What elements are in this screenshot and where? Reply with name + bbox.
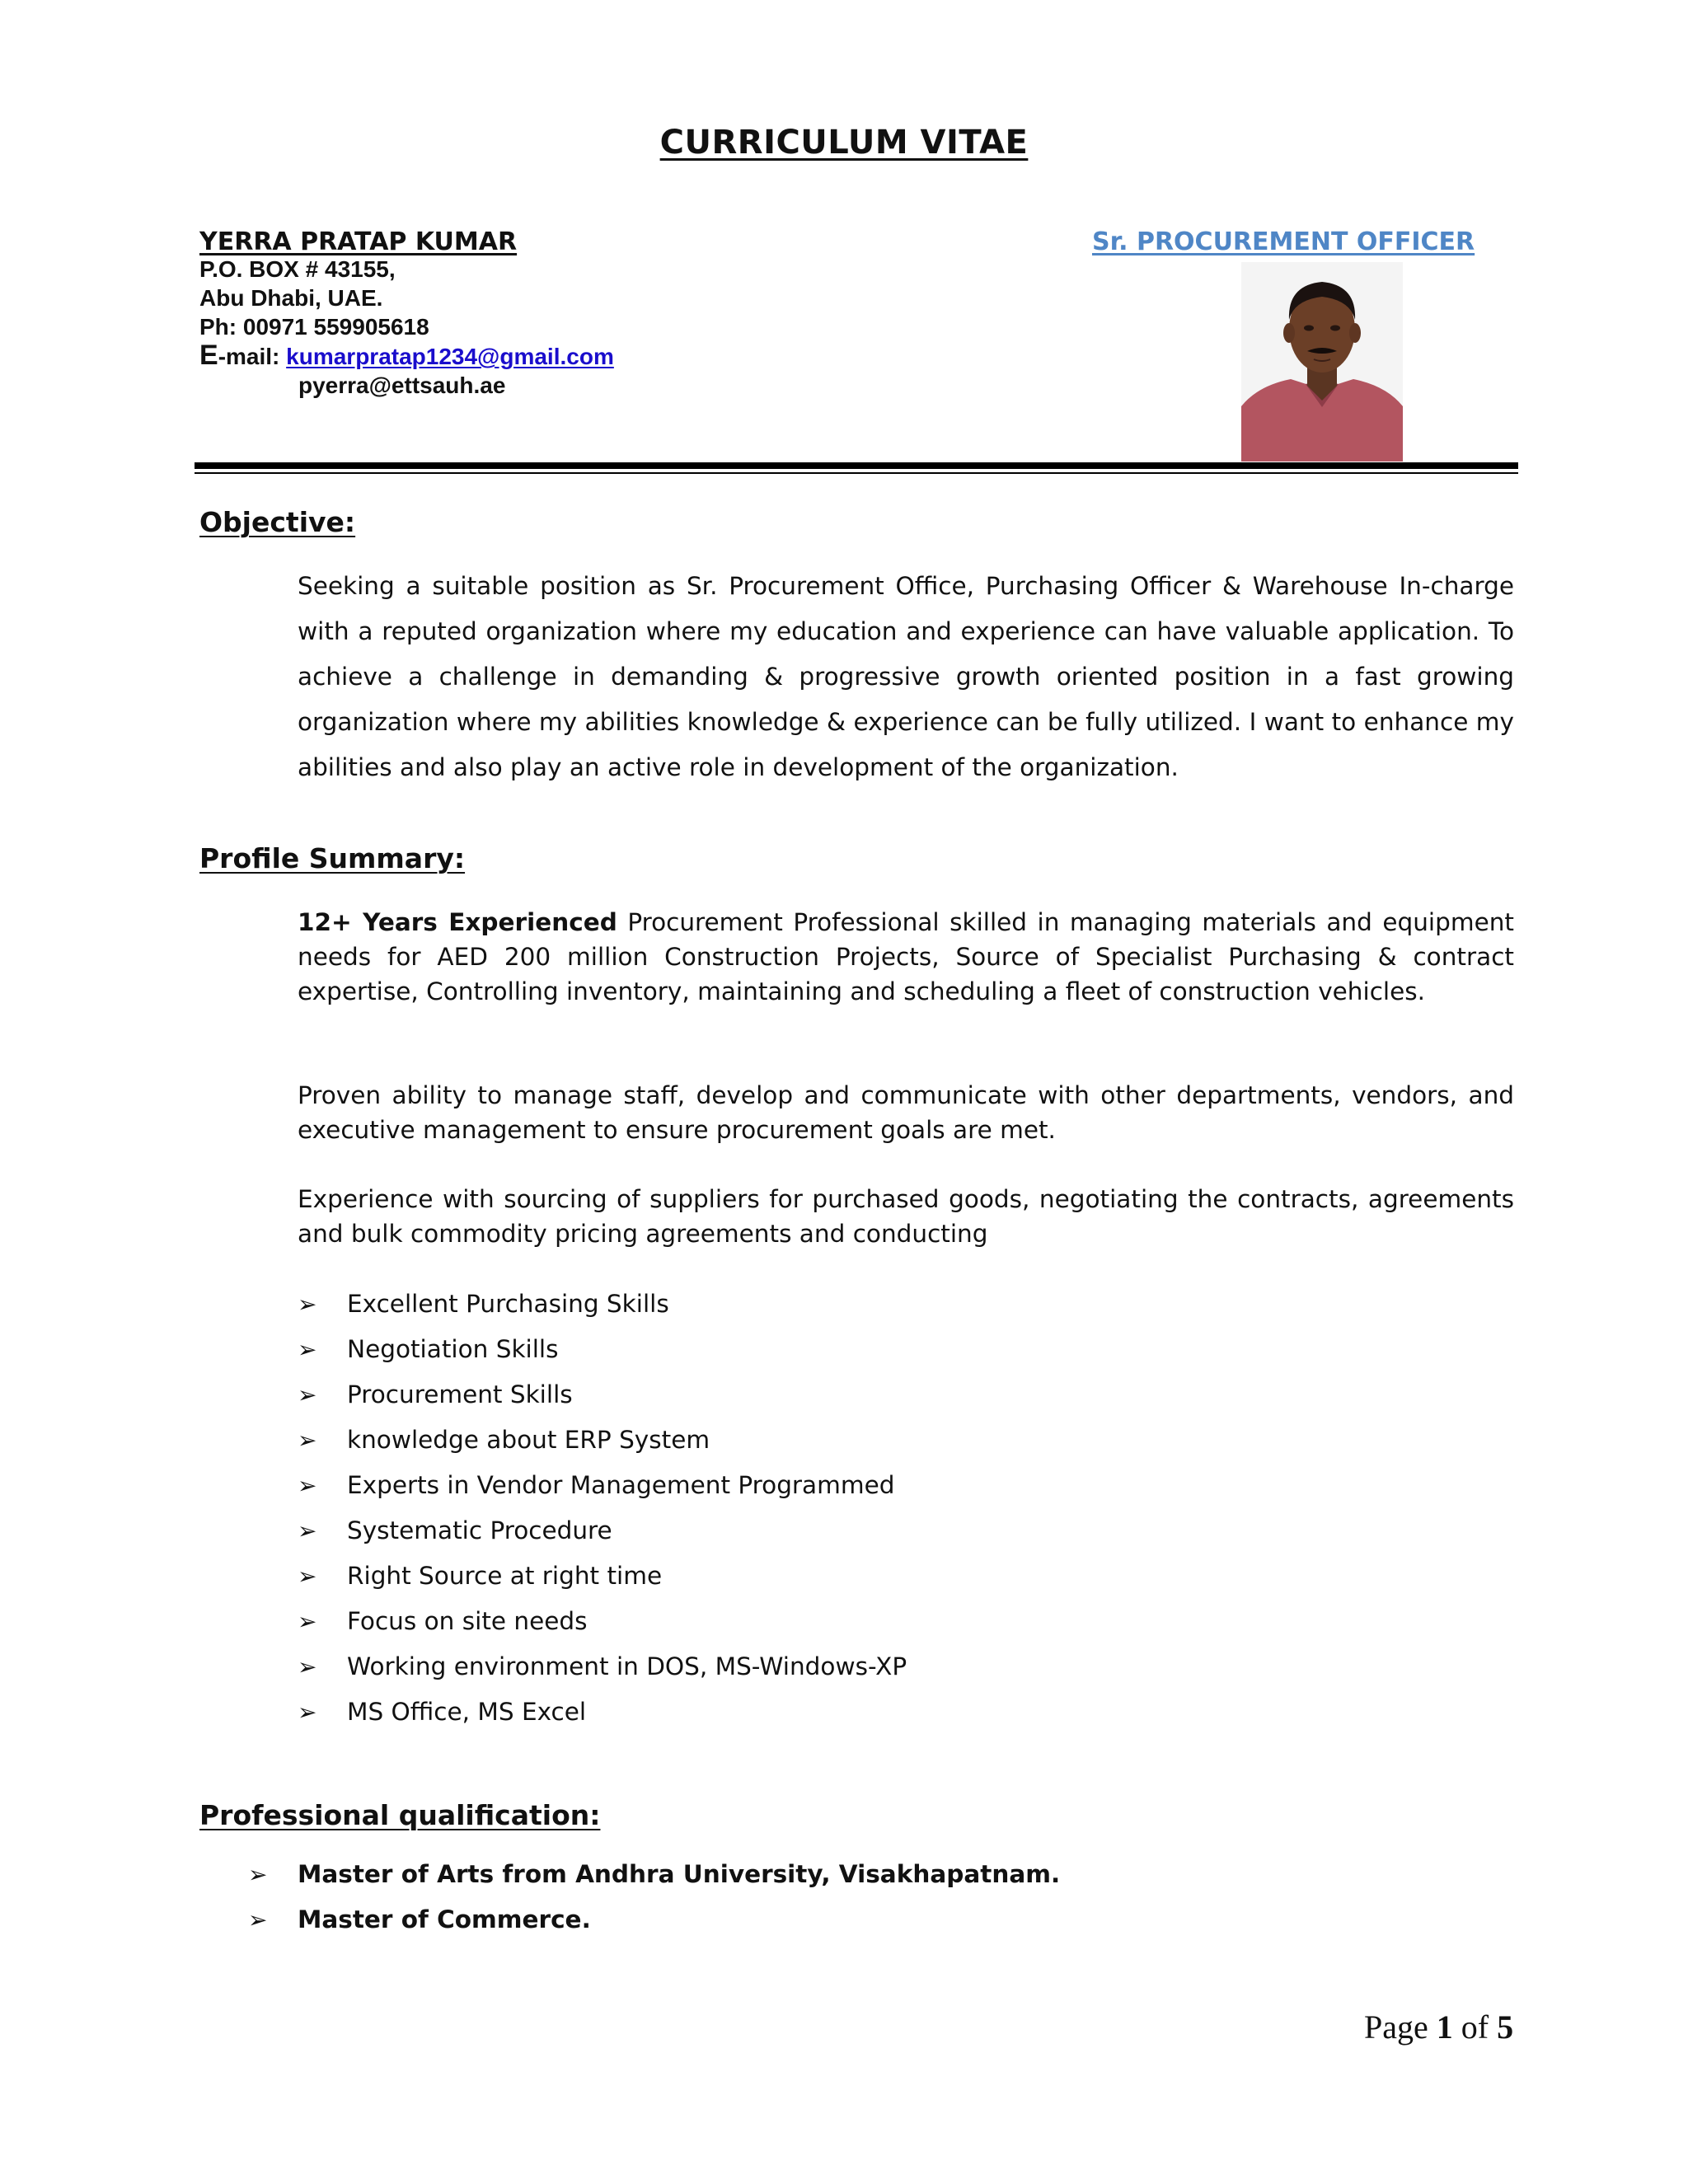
experience-highlight: 12+ Years Experienced <box>298 908 617 936</box>
document-title: CURRICULUM VITAE <box>659 124 1029 162</box>
bullet-arrow-icon: ➢ <box>298 1291 317 1318</box>
address-line-2: Abu Dhabi, UAE. <box>199 285 383 311</box>
bullet-arrow-icon: ➢ <box>298 1563 317 1590</box>
paragraph-1-text: Procurement Professional skilled in managing materials and equipment needs for AED 200 million Construction Projects, Source of Specialist Purchasing & contract expertise, Controlling inventory, maintaining and scheduling a fleet of construction vehicles. <box>298 908 1514 1005</box>
bullet-arrow-icon: ➢ <box>298 1699 317 1726</box>
profile-summary-paragraph-3: Experience with sourcing of suppliers for purchased goods, negotiating the contracts, agreements and bulk commodity pricing agreements and conducting <box>298 1185 1514 1248</box>
skill-label: Working environment in DOS, MS-Windows-XP <box>347 1652 907 1680</box>
skill-item <box>298 1471 895 1499</box>
bullet-arrow-icon: ➢ <box>298 1472 317 1499</box>
header-divider-thick <box>195 462 1518 469</box>
skill-label: MS Office, MS Excel <box>347 1698 587 1726</box>
email-primary-link[interactable]: kumarpratap1234@gmail.com <box>286 344 614 369</box>
skill-label: Right Source at right time <box>347 1562 663 1590</box>
skill-item <box>298 1290 669 1318</box>
bullet-arrow-icon: ➢ <box>298 1653 317 1680</box>
skill-label: Focus on site needs <box>347 1607 588 1635</box>
email-secondary: pyerra@ettsauh.ae <box>298 373 506 398</box>
qualification-label: Master of Arts from Andhra University, Visakhapatnam. <box>298 1860 1061 1888</box>
skill-item <box>298 1698 586 1726</box>
bullet-arrow-icon: ➢ <box>298 1608 317 1635</box>
skill-item <box>298 1562 662 1590</box>
page-current: 1 <box>1436 2008 1453 2046</box>
profile-summary-paragraph-1 <box>298 905 1514 1009</box>
bullet-arrow-icon: ➢ <box>298 1336 317 1363</box>
page-number <box>1364 2008 1513 2046</box>
bullet-arrow-icon: ➢ <box>298 1517 317 1544</box>
skill-label: Experts in Vendor Management Programmed <box>347 1471 895 1499</box>
of-word: of <box>1461 2008 1489 2046</box>
job-role: Sr. PROCUREMENT OFFICER <box>1092 227 1475 256</box>
professional-qualification-heading: Professional qualification: <box>199 1799 601 1831</box>
skill-item <box>298 1607 588 1635</box>
bullet-arrow-icon: ➢ <box>298 1427 317 1454</box>
bullet-arrow-icon: ➢ <box>248 1861 268 1888</box>
skill-label: Negotiation Skills <box>347 1335 559 1363</box>
email-row <box>199 341 614 371</box>
skill-item <box>298 1335 558 1363</box>
qualification-label: Master of Commerce. <box>298 1905 591 1933</box>
skill-label: knowledge about ERP System <box>347 1426 710 1454</box>
skill-item <box>298 1652 907 1680</box>
skill-label: Excellent Purchasing Skills <box>347 1290 669 1318</box>
bullet-arrow-icon: ➢ <box>248 1906 268 1933</box>
bullet-arrow-icon: ➢ <box>298 1381 317 1408</box>
phone-number: Ph: 00971 559905618 <box>199 314 429 340</box>
header-divider-thin <box>195 472 1518 474</box>
skill-item <box>298 1426 710 1454</box>
objective-heading: Objective: <box>199 506 356 538</box>
page-total: 5 <box>1497 2008 1514 2046</box>
email-label: -mail: <box>218 344 280 369</box>
candidate-name: YERRA PRATAP KUMAR <box>199 227 518 256</box>
skill-item <box>298 1516 612 1544</box>
email-label-initial: E <box>199 340 218 371</box>
skill-item <box>298 1380 573 1408</box>
page-word: Page <box>1364 2008 1428 2046</box>
objective-text: Seeking a suitable position as Sr. Procurement Office, Purchasing Officer & Warehouse In-charge with a reputed organization where my education and experience can have valuable application. To achieve a challenge in demanding & progressive growth oriented position in a fast growing organization where my abilities knowledge & experience can be fully utilized. I want to enhance my abilities and also play an active role in development of the organization. <box>298 572 1514 781</box>
skill-label: Systematic Procedure <box>347 1516 612 1544</box>
skill-label: Procurement Skills <box>347 1380 573 1408</box>
qualification-item <box>248 1905 591 1933</box>
profile-summary-heading: Profile Summary: <box>199 842 466 874</box>
candidate-photo <box>1241 262 1403 462</box>
profile-summary-paragraph-2: Proven ability to manage staff, develop and communicate with other departments, vendors, and executive management to ensure procurement goals are met. <box>298 1081 1514 1144</box>
address-line-1: P.O. BOX # 43155, <box>199 256 396 282</box>
qualification-item <box>248 1860 1060 1888</box>
portrait-image <box>1241 262 1403 462</box>
